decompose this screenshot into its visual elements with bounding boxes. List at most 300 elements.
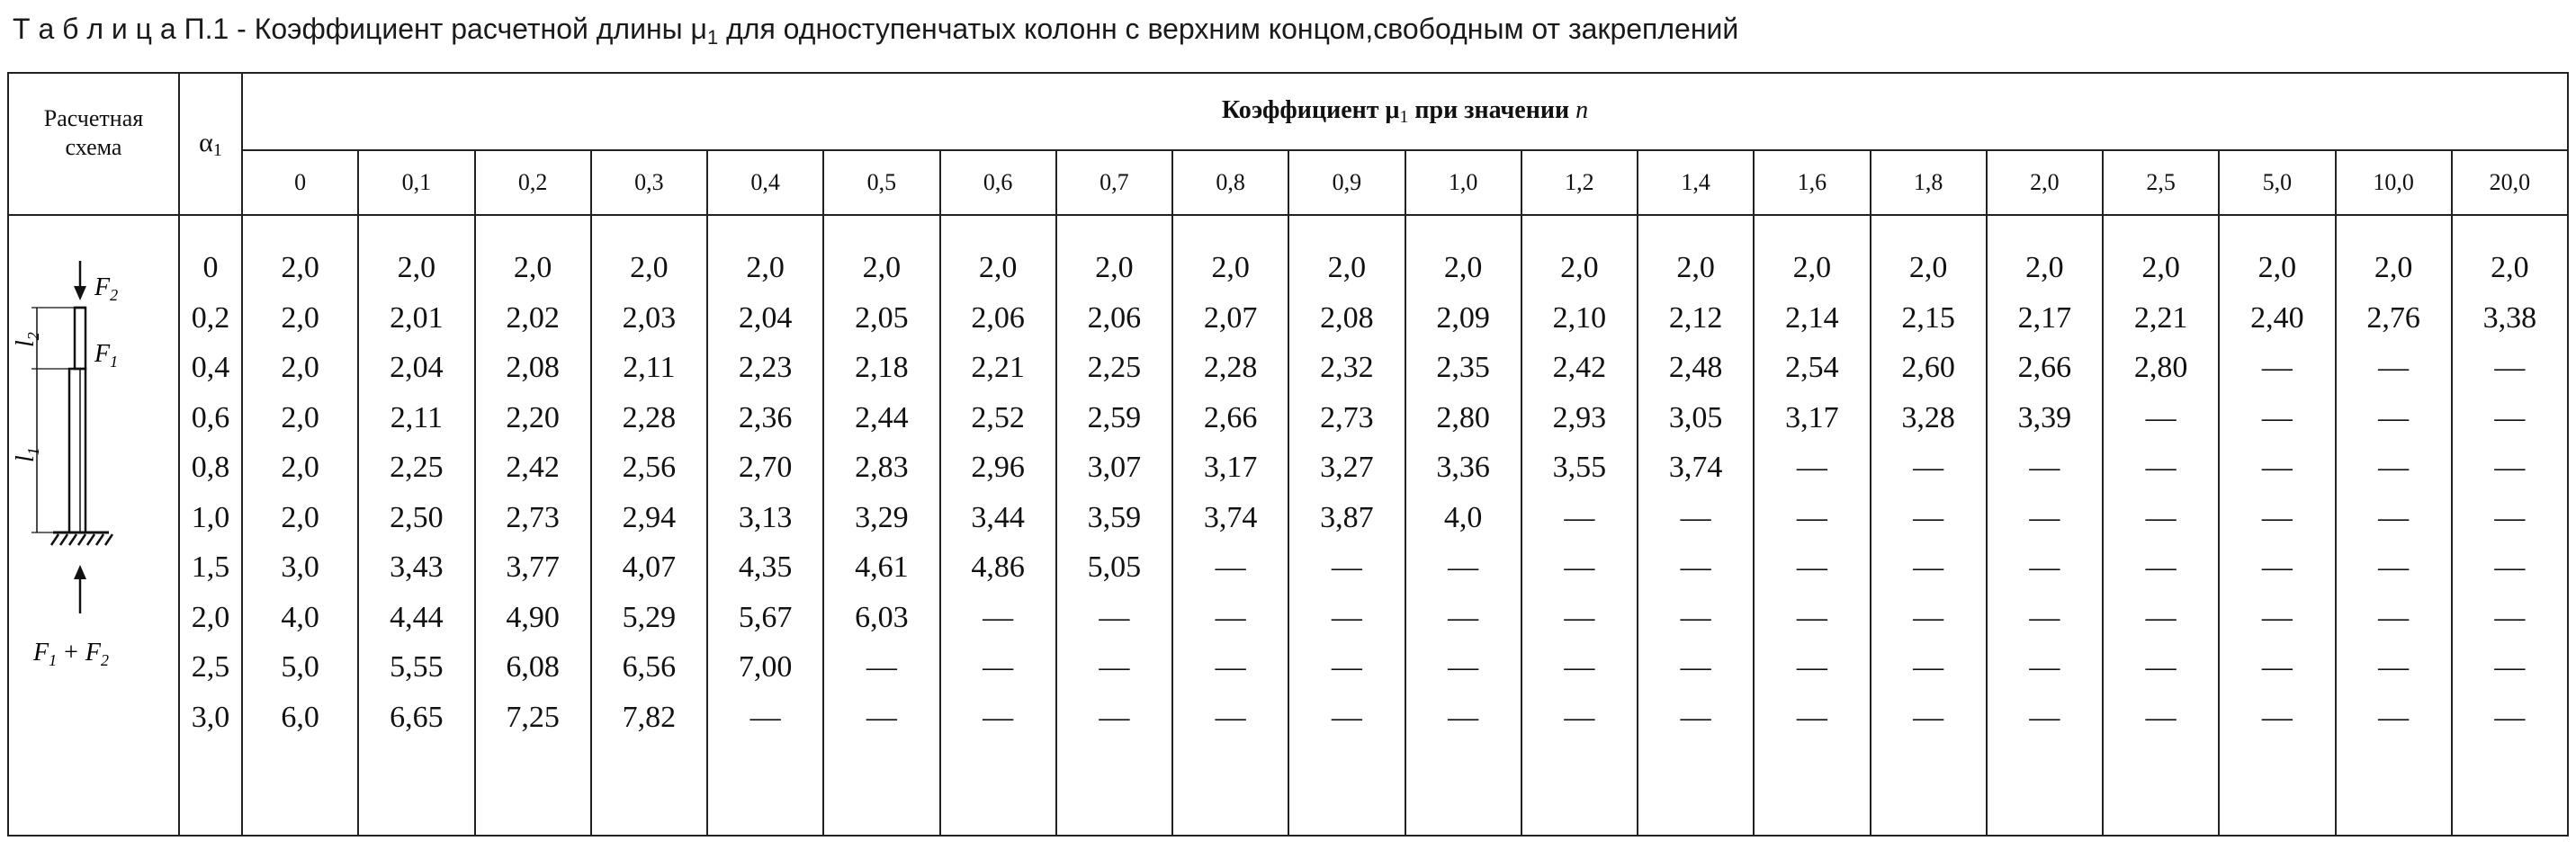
table-cell: 3,0 [281, 550, 319, 584]
l1-subscript: 1 [24, 447, 42, 456]
alpha-value: 1,5 [191, 550, 230, 584]
reaction-arrowhead-icon [74, 565, 86, 579]
table-cell: 2,0 [2025, 251, 2064, 284]
table-cell: — [1448, 550, 1479, 584]
alpha-value: 0,2 [191, 300, 230, 335]
table-cell: — [1796, 451, 1827, 484]
table-cell: — [1796, 600, 1827, 634]
table-cell: 2,93 [1552, 400, 1607, 434]
alpha-header [179, 73, 242, 215]
table-cell: 2,10 [1552, 300, 1607, 335]
table-cell: — [2261, 600, 2293, 634]
table-cell: 2,32 [1320, 351, 1374, 384]
table-cell: — [1564, 500, 1595, 534]
table-cell: — [2029, 650, 2060, 684]
table-cell: 3,36 [1436, 451, 1490, 484]
table-cell: 2,0 [513, 251, 552, 284]
table-cell: 2,0 [1443, 251, 1483, 284]
svg-text:l2 [12, 332, 42, 347]
value-column-list [1871, 243, 1986, 742]
table-cell: — [1099, 650, 1130, 684]
value-column [940, 215, 1056, 836]
table-cell: — [1680, 600, 1711, 634]
table-cell: — [1215, 550, 1246, 584]
table-cell: — [1913, 600, 1944, 634]
n-header-cell: 10,0 [2336, 150, 2452, 215]
table-cell: 5,67 [738, 600, 793, 634]
value-column-list [2453, 243, 2567, 742]
table-cell: — [1448, 600, 1479, 634]
table-cell: 2,0 [978, 251, 1018, 284]
table-cell: 3,55 [1552, 451, 1607, 484]
value-column [1521, 215, 1638, 836]
table-cell: 2,06 [971, 300, 1025, 335]
table-cell: 3,44 [971, 500, 1025, 534]
table-cell: 2,0 [862, 251, 902, 284]
value-column-list [941, 243, 1055, 742]
table-cell: 3,29 [855, 500, 909, 534]
table-cell: 2,20 [506, 400, 560, 434]
values-row [8, 215, 2568, 836]
table-cell: 2,0 [2491, 251, 2529, 284]
n-header-cell: 1,6 [1754, 150, 1870, 215]
table-cell: 2,48 [1668, 351, 1723, 384]
table-cell: 2,0 [281, 400, 319, 434]
table-cell: — [2494, 351, 2526, 384]
table-cell: — [2494, 500, 2526, 534]
table-cell: 7,00 [738, 650, 793, 684]
table-cell: — [1215, 600, 1246, 634]
table-cell: 2,06 [1087, 300, 1142, 335]
header-row-1 [8, 73, 2568, 150]
table-cell: 2,0 [630, 251, 669, 284]
table-cell: 2,14 [1785, 300, 1839, 335]
table-cell: — [2145, 451, 2177, 484]
value-column-list [1522, 243, 1637, 742]
f1-label: F [94, 340, 111, 368]
f2-arrowhead-icon [74, 286, 86, 300]
n-header-cell: 1,4 [1638, 150, 1754, 215]
table-cell: — [2494, 550, 2526, 584]
table-cell: — [2029, 500, 2060, 534]
n-header-cell: 0,7 [1056, 150, 1172, 215]
table-cell: — [2145, 600, 2177, 634]
svg-text:l1 [12, 447, 42, 462]
table-cell: 2,08 [1320, 300, 1374, 335]
table-cell: — [2029, 700, 2060, 734]
value-column [358, 215, 474, 836]
value-column [1056, 215, 1172, 836]
n-header-cell: 1,2 [1521, 150, 1638, 215]
alpha-value: 0,4 [191, 351, 230, 384]
table-cell: — [983, 700, 1014, 734]
table-cell: — [1564, 550, 1595, 584]
table-cell: 2,52 [971, 400, 1025, 434]
table-cell: 5,0 [281, 650, 319, 684]
coefficient-table [7, 72, 2569, 837]
table-cell: 3,87 [1320, 500, 1374, 534]
table-cell: 2,18 [855, 351, 909, 384]
value-column [1405, 215, 1521, 836]
table-cell: 2,01 [390, 300, 444, 335]
table-cell: — [866, 650, 897, 684]
value-column [1638, 215, 1754, 836]
table-cell: 6,56 [622, 650, 677, 684]
value-column [591, 215, 707, 836]
value-column-list [1173, 243, 1288, 742]
table-cell: — [749, 700, 781, 734]
table-cell: — [1913, 700, 1944, 734]
alpha-value: 2,5 [191, 650, 230, 684]
table-cell: 2,28 [1203, 351, 1258, 384]
table-cell: 2,08 [506, 351, 560, 384]
l2-subscript: 2 [24, 332, 42, 341]
alpha-value: 0,8 [191, 451, 230, 484]
table-cell: 2,54 [1785, 351, 1839, 384]
n-header-cell: 0,3 [591, 150, 707, 215]
alpha-value: 2,0 [191, 600, 230, 634]
table-cell: — [2029, 451, 2060, 484]
table-cell: 3,07 [1087, 451, 1142, 484]
table-cell: 2,07 [1203, 300, 1258, 335]
table-cell: — [2261, 400, 2293, 434]
table-cell: 2,0 [281, 251, 319, 284]
table-cell: — [866, 700, 897, 734]
table-cell: 2,76 [2366, 300, 2420, 335]
table-cell: — [1564, 650, 1595, 684]
table-cell: 6,03 [855, 600, 909, 634]
n-header-cell: 1,0 [1405, 150, 1521, 215]
table-cell: — [2378, 500, 2410, 534]
table-cell: 2,96 [971, 451, 1025, 484]
table-cell: — [2145, 700, 2177, 734]
table-cell: 4,35 [738, 550, 793, 584]
f2-label: F [94, 273, 111, 301]
table-cell: 2,21 [971, 351, 1025, 384]
n-header-cell: 5,0 [2219, 150, 2335, 215]
table-cell: 3,74 [1203, 500, 1258, 534]
value-column [2103, 215, 2219, 836]
table-cell: — [1680, 700, 1711, 734]
table-cell: — [1913, 451, 1944, 484]
value-column [1172, 215, 1288, 836]
table-cell: — [2494, 400, 2526, 434]
value-column-list [824, 243, 938, 742]
table-cell: 2,50 [390, 500, 444, 534]
table-cell: 4,90 [506, 600, 560, 634]
table-cell: — [1680, 650, 1711, 684]
table-cell: 2,0 [281, 300, 319, 335]
group-prefix: Коэффициент μ [1221, 95, 1400, 124]
table-cell: — [2145, 500, 2177, 534]
table-cell: 3,77 [506, 550, 560, 584]
table-cell: — [1913, 550, 1944, 584]
table-cell: 2,0 [1560, 251, 1599, 284]
upper-column [75, 308, 85, 369]
alpha-column [179, 215, 242, 836]
table-cell: 2,11 [390, 400, 443, 434]
group-variable: n [1575, 95, 1589, 124]
n-values-row [8, 150, 2568, 215]
table-cell: 2,0 [1908, 251, 1948, 284]
table-cell: — [2494, 650, 2526, 684]
table-cell: 2,0 [746, 251, 785, 284]
alpha-value: 0,6 [191, 400, 230, 434]
table-cell: 2,12 [1668, 300, 1723, 335]
table-cell: 2,73 [1320, 400, 1374, 434]
alpha-value: 1,0 [191, 500, 230, 534]
table-cell: — [1331, 550, 1362, 584]
table-cell: — [2378, 600, 2410, 634]
alpha-values [180, 243, 241, 742]
table-cell: 3,13 [738, 500, 793, 534]
table-cell: — [2494, 700, 2526, 734]
alpha-subscript: 1 [212, 139, 222, 160]
table-cell: 2,0 [397, 251, 436, 284]
table-cell: — [1913, 650, 1944, 684]
table-cell: — [1796, 500, 1827, 534]
table-cell: — [1680, 550, 1711, 584]
table-cell: — [2261, 700, 2293, 734]
value-column [242, 215, 358, 836]
table-cell: — [2261, 500, 2293, 534]
n-header-cell: 2,5 [2103, 150, 2219, 215]
table-cell: 2,0 [1676, 251, 1715, 284]
table-cell: 2,0 [2374, 251, 2413, 284]
table-cell: 2,25 [390, 451, 444, 484]
table-cell: — [1680, 500, 1711, 534]
table-cell: 2,42 [1552, 351, 1607, 384]
table-cell: 2,25 [1087, 351, 1142, 384]
table-cell: 2,04 [390, 351, 444, 384]
n-header-cell: 0,5 [823, 150, 939, 215]
table-cell: 4,61 [855, 550, 909, 584]
table-cell: 2,66 [1203, 400, 1258, 434]
table-cell: 3,28 [1901, 400, 1955, 434]
reaction-label-a-subscript: 1 [49, 651, 58, 669]
table-cell: 2,09 [1436, 300, 1490, 335]
table-cell: 2,59 [1087, 400, 1142, 434]
table-cell: 6,08 [506, 650, 560, 684]
table-cell: 3,39 [2017, 400, 2072, 434]
reaction-arrow-diagram [26, 565, 161, 673]
table-cell: — [1564, 700, 1595, 734]
n-header-cell: 1,8 [1871, 150, 1987, 215]
table-cell: — [1796, 550, 1827, 584]
value-column-list [1638, 243, 1753, 742]
value-column-list [2337, 243, 2451, 742]
n-header-cell: 2,0 [1987, 150, 2103, 215]
n-header-cell: 0,8 [1172, 150, 1288, 215]
value-column-list [359, 243, 473, 742]
table-cell: — [2261, 451, 2293, 484]
table-cell: 2,42 [506, 451, 560, 484]
l1-label: l [12, 455, 40, 462]
table-cell: — [2378, 700, 2410, 734]
table-cell: — [1564, 600, 1595, 634]
n-header-cell: 0 [242, 150, 358, 215]
table-cell: 2,04 [738, 300, 793, 335]
table-cell: 2,0 [1327, 251, 1367, 284]
table-cell: 2,05 [855, 300, 909, 335]
table-cell: — [1331, 700, 1362, 734]
table-cell: 2,40 [2250, 300, 2304, 335]
table-cell: — [1331, 650, 1362, 684]
value-column [2336, 215, 2452, 836]
table-cell: 4,0 [1443, 500, 1483, 534]
svg-text:F1+F2 [32, 639, 109, 669]
table-cell: 6,0 [281, 700, 319, 734]
table-cell: 5,29 [622, 600, 677, 634]
scheme-cell [8, 215, 179, 836]
table-cell: 4,0 [281, 600, 319, 634]
value-column [2219, 215, 2335, 836]
scheme-header-line1: Расчетная [43, 105, 144, 131]
value-column-list [476, 243, 590, 742]
alpha-symbol: α [199, 127, 213, 157]
table-cell: 2,44 [855, 400, 909, 434]
value-column-list [1057, 243, 1171, 742]
table-cell: — [2378, 400, 2410, 434]
value-column-list [1289, 243, 1404, 742]
group-subscript: 1 [1399, 106, 1409, 127]
table-cell: 4,86 [971, 550, 1025, 584]
table-cell: 2,0 [1095, 251, 1134, 284]
table-cell: 2,0 [2141, 251, 2180, 284]
table-cell: 2,80 [1436, 400, 1490, 434]
table-cell: — [2378, 650, 2410, 684]
value-column [1754, 215, 1870, 836]
table-cell: 3,38 [2482, 300, 2537, 335]
table-cell: 7,25 [506, 700, 560, 734]
scheme-header [8, 73, 179, 215]
table-cell: — [2261, 550, 2293, 584]
table-cell: 3,17 [1785, 400, 1839, 434]
table-cell: 7,82 [622, 700, 677, 734]
value-column [1871, 215, 1987, 836]
table-cell: — [1331, 600, 1362, 634]
table-cell: — [1796, 650, 1827, 684]
table-cell: 2,0 [281, 500, 319, 534]
table-cell: 2,0 [281, 351, 319, 384]
value-column-list [1406, 243, 1521, 742]
table-cell: 5,05 [1087, 550, 1142, 584]
value-column-list [1988, 243, 2102, 742]
value-column [1288, 215, 1405, 836]
table-cell: 2,94 [622, 500, 677, 534]
reaction-label-plus: + [64, 639, 78, 667]
value-column-list [1755, 243, 1869, 742]
value-column [823, 215, 939, 836]
table-cell: — [1448, 650, 1479, 684]
table-cell: 3,17 [1203, 451, 1258, 484]
f1-subscript: 1 [110, 353, 119, 371]
table-cell: — [983, 650, 1014, 684]
table-cell: 2,70 [738, 451, 793, 484]
n-header-cell: 0,1 [358, 150, 474, 215]
value-column-list [2104, 243, 2218, 742]
n-header-cell: 0,4 [707, 150, 823, 215]
table-cell: 2,66 [2017, 351, 2072, 384]
table-cell: 2,21 [2133, 300, 2188, 335]
table-cell: — [2378, 451, 2410, 484]
table-cell: 2,17 [2017, 300, 2072, 335]
table-cell: 2,11 [623, 351, 676, 384]
alpha-value: 3,0 [191, 700, 230, 734]
table-cell: 3,74 [1668, 451, 1723, 484]
table-cell: 3,27 [1320, 451, 1374, 484]
n-header-cell: 0,6 [940, 150, 1056, 215]
reaction-label-b-subscript: 2 [101, 651, 110, 669]
table-cell: — [2029, 550, 2060, 584]
table-cell: 2,73 [506, 500, 560, 534]
table-cell: — [2145, 550, 2177, 584]
table-cell: — [1215, 700, 1246, 734]
table-cell: 2,35 [1436, 351, 1490, 384]
value-column [707, 215, 823, 836]
value-column-list [243, 243, 357, 742]
table-cell: — [2145, 400, 2177, 434]
table-cell: — [2145, 650, 2177, 684]
table-cell: — [2378, 550, 2410, 584]
table-cell: 2,0 [1792, 251, 1832, 284]
f2-subscript: 2 [110, 286, 119, 304]
table-cell: 2,03 [622, 300, 677, 335]
table-cell: 5,55 [390, 650, 444, 684]
n-header-cell: 0,2 [475, 150, 591, 215]
group-suffix: при значении [1408, 95, 1576, 124]
table-cell: 2,0 [281, 451, 319, 484]
table-cell: — [1448, 700, 1479, 734]
table-cell: — [2029, 600, 2060, 634]
scheme-header-line2: схема [65, 134, 122, 160]
value-column-list [708, 243, 822, 742]
table-cell: 2,28 [622, 400, 677, 434]
table-cell: — [2378, 351, 2410, 384]
table-cell: 2,0 [1211, 251, 1250, 284]
table-cell: 3,43 [390, 550, 444, 584]
table-cell: — [1215, 650, 1246, 684]
coefficient-group-header [242, 73, 2568, 150]
table-cell: 2,56 [622, 451, 677, 484]
l2-label: l [12, 340, 40, 347]
table-cell: 4,44 [390, 600, 444, 634]
table-cell: — [2494, 600, 2526, 634]
lower-column [69, 369, 85, 532]
caption-suffix: для одноступенчатых колонн с верхним концом,свободным от закреплений [718, 13, 1739, 45]
reaction-label-a: F [33, 639, 49, 667]
value-column-list [2220, 243, 2334, 742]
value-column-list [592, 243, 706, 742]
column-scheme-diagram [12, 261, 161, 558]
value-column [475, 215, 591, 836]
caption-prefix: Т а б л и ц а П.1 - Коэффициент расчетной длины μ [13, 13, 707, 45]
table-cell: — [2261, 650, 2293, 684]
table-caption [13, 5, 2559, 52]
table-cell: 2,15 [1901, 300, 1955, 335]
table-cell: 2,0 [2257, 251, 2297, 284]
table-cell: 2,80 [2133, 351, 2188, 384]
table-cell: 2,23 [738, 351, 793, 384]
svg-text:F2 [94, 273, 118, 304]
table-cell: — [1796, 700, 1827, 734]
table-cell: — [1099, 700, 1130, 734]
table-cell: 2,36 [738, 400, 793, 434]
svg-text:F1 [94, 340, 118, 371]
reaction-label-b: F [85, 639, 102, 667]
table-cell: — [2494, 451, 2526, 484]
n-header-cell: 20,0 [2452, 150, 2568, 215]
